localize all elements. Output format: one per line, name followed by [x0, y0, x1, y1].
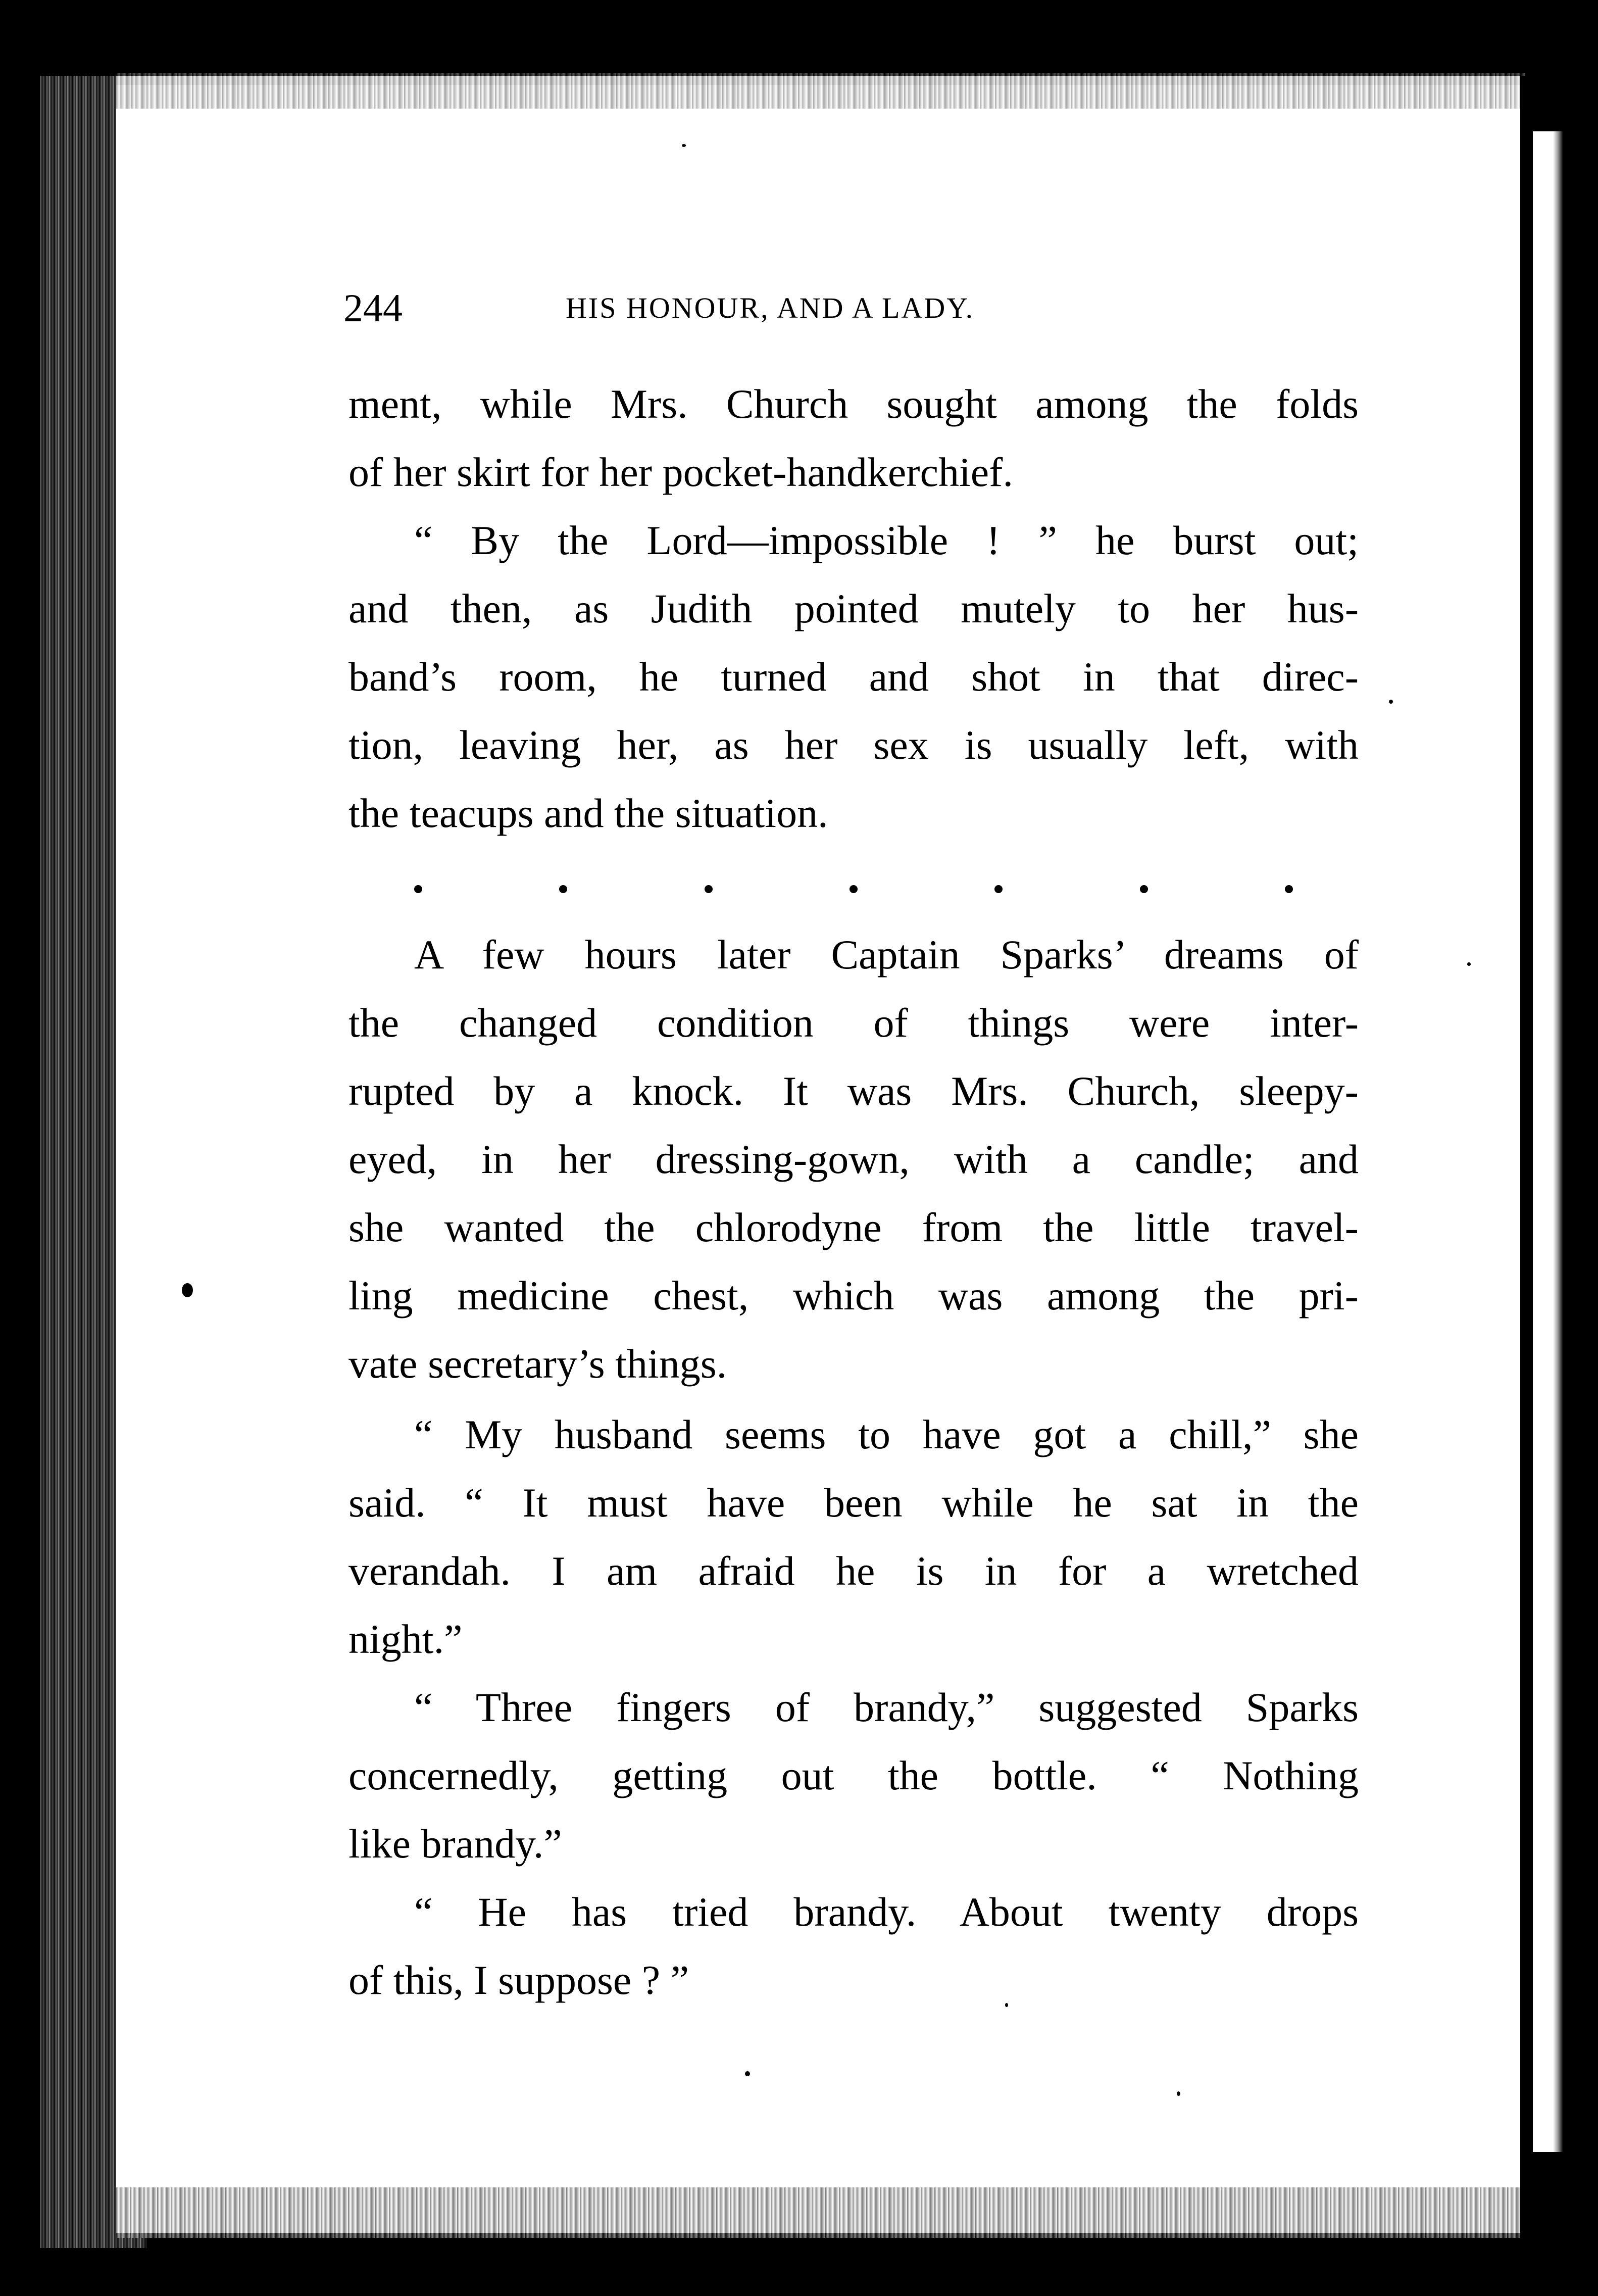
text-line: “ He has tried brandy. About twenty drops [414, 1889, 1359, 1935]
text-line: the teacups and the situation. [348, 790, 828, 836]
section-break-dot [705, 885, 713, 893]
section-break-dot [559, 885, 567, 893]
text-line: A few hours later Captain Sparks’ dreams of [414, 932, 1359, 978]
text-line: “ My husband seems to have got a chill,” she [414, 1411, 1359, 1457]
section-break-dot [1140, 885, 1148, 893]
running-title: HIS HONOUR, AND A LADY. [566, 291, 975, 324]
text-line: “ By the Lord—impossible ! ” he burst out; [414, 517, 1359, 563]
text-line: ment, while Mrs. Church sought among the folds [348, 381, 1359, 427]
text-line: night.” [348, 1616, 463, 1662]
text-line: and then, as Judith pointed mutely to her hus- [348, 585, 1359, 631]
text-line: of this, I suppose ? ” [348, 1957, 689, 2003]
text-line: she wanted the chlorodyne from the little travel- [348, 1204, 1359, 1250]
section-break-dot [414, 885, 422, 893]
running-head [343, 285, 1359, 331]
text-line: band’s room, he turned and shot in that direc- [348, 654, 1359, 700]
text-line: “ Three fingers of brandy,” suggested Sparks [414, 1684, 1359, 1730]
page-number: 244 [343, 286, 403, 330]
text-line: verandah. I am afraid he is in for a wretched [348, 1548, 1359, 1594]
section-break-dot [850, 885, 858, 893]
text-line: of her skirt for her pocket-handkerchief. [348, 449, 1013, 495]
section-break-dots [414, 869, 1293, 909]
text-line: the changed condition of things were inter- [348, 1000, 1359, 1046]
text-line: tion, leaving her, as her sex is usually left, with [348, 722, 1359, 768]
section-break-dot [1285, 885, 1293, 893]
text-line: concernedly, getting out the bottle. “ Nothing [348, 1752, 1359, 1798]
text-line: like brandy.” [348, 1821, 562, 1867]
section-break-dot [994, 885, 1003, 893]
text-line: eyed, in her dressing-gown, with a candle; and [348, 1136, 1359, 1182]
text-line: vate secretary’s things. [348, 1341, 727, 1387]
text-line: rupted by a knock. It was Mrs. Church, sleepy- [348, 1068, 1359, 1114]
text-line: said. “ It must have been while he sat in the [348, 1480, 1359, 1526]
text-line: ling medicine chest, which was among the pri- [348, 1273, 1359, 1318]
